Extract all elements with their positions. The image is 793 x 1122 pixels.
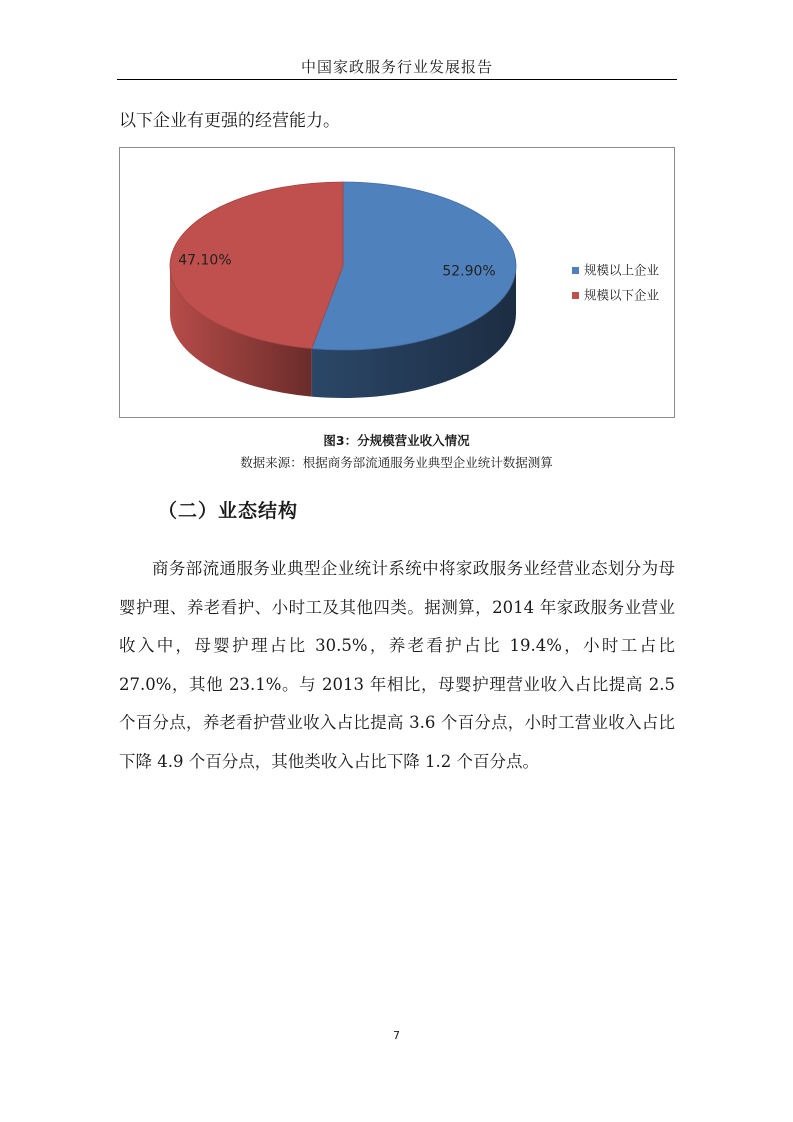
running-header: 中国家政服务行业发展报告 [300, 58, 493, 76]
legend-label-0: 规模以上企业 [584, 262, 660, 278]
figure-caption: 图3：分规模营业收入情况 [323, 433, 470, 448]
page-number: 7 [393, 1029, 400, 1042]
figure-source: 数据来源：根据商务部流通服务业典型企业统计数据测算 [240, 455, 553, 470]
section-heading: （二）业态结构 [158, 500, 299, 522]
body-paragraph: 商务部流通服务业典型企业统计系统中将家政服务业经营业态划分为母婴护理、养老看护、小时工及其他四类。据测算，2014 年家政服务业营业收入中，母婴护理占比 30.5%，养老看护占比 19.4%，小时工占比 27.0%，其他 23.1%。与 2013 年相比，母婴护理营业收入占比提高 2.5 个百分点，养老看护营业收入占比提高 3.6 个百分点，小时工营业收入占比下降 4.9 个百分点，其他类收入占比下降 1.2 个百分点。 [119, 559, 675, 771]
legend-swatch-0 [572, 267, 579, 274]
header-rule [117, 79, 677, 80]
lead-paragraph-line: 以下企业有更强的经营能力。 [119, 111, 340, 131]
legend-swatch-1 [572, 292, 579, 299]
pie-chart-frame [119, 147, 675, 418]
legend-label-1: 规模以下企业 [584, 287, 660, 303]
slice-label-1: 47.10% [178, 252, 232, 269]
slice-label-0: 52.90% [442, 263, 496, 280]
pie-chart [120, 148, 676, 419]
